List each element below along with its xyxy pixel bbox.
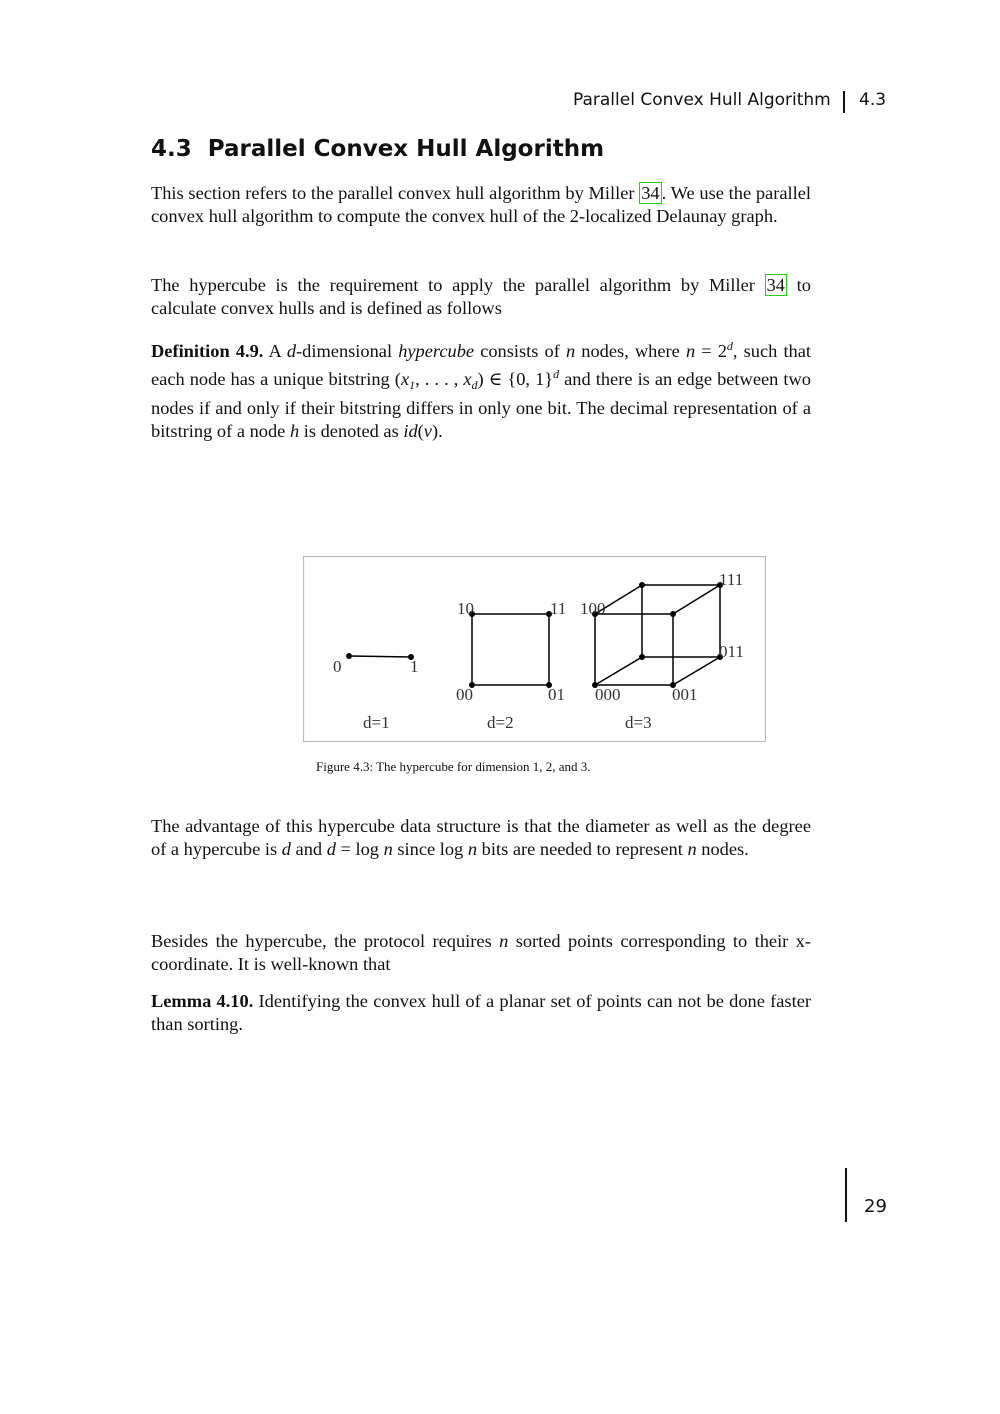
node-label: 111	[719, 570, 744, 589]
lemma-4-10: Lemma 4.10. Identifying the convex hull of a planar set of points can not be done faster than sorting.	[151, 991, 811, 1034]
d3-edge	[673, 657, 720, 685]
node-label: 00	[456, 685, 473, 704]
d3-caption: d=3	[625, 713, 652, 732]
footer-divider	[845, 1168, 847, 1222]
node-label: 100	[580, 599, 606, 618]
node-label: 1	[410, 657, 419, 676]
d3-front-face	[595, 614, 673, 685]
node-label: 000	[595, 685, 621, 704]
node-label: 001	[672, 685, 698, 704]
defined-term: hypercube	[398, 341, 475, 361]
d3-edge	[673, 585, 720, 614]
definition-4-9: Definition 4.9. A d-dimensional hypercube consists of n nodes, where $n = 2^d$, such that each node has a unique bitstring ($x_1$, . . . , $x_d$) ∈ {0, 1}$^d$ and there is an edge between two nodes if and only if their bitstring differs in only one bit. The decimal representation of a bitstring of a node h is denoted as id(v).	[151, 339, 812, 441]
citation-link[interactable]: 34	[766, 275, 785, 295]
node-label: 01	[548, 685, 565, 704]
d3-node	[639, 582, 645, 588]
d2-square	[472, 614, 549, 685]
node-label: 011	[719, 642, 744, 661]
sorting-paragraph: Besides the hypercube, the protocol requires n sorted points corresponding to their x-coordinate. It is well-known that	[151, 931, 812, 974]
running-header-title: Parallel Convex Hull Algorithm	[573, 90, 831, 110]
node-label: 0	[333, 657, 342, 676]
hypercube-figure	[303, 556, 766, 742]
d1-edge	[349, 656, 411, 657]
d3-node	[670, 611, 676, 617]
advantage-paragraph: The advantage of this hypercube data structure is that the diameter as well as the degree of a hypercube is d and d = log n since log n bits are needed to represent n nodes.	[151, 816, 811, 859]
running-header-section-number: 4.3	[859, 90, 887, 110]
lemma-label: Lemma 4.10.	[151, 991, 254, 1011]
citation-link[interactable]: 34	[641, 183, 660, 203]
node-label: 11	[550, 599, 567, 618]
d2-caption: d=2	[487, 713, 514, 732]
d1-node	[346, 653, 352, 659]
intro-paragraph: This section refers to the parallel convex hull algorithm by Miller 34 . We use the parallel convex hull algorithm to compute the convex hull of the 2-localized Delaunay graph.	[151, 183, 811, 226]
d1-caption: d=1	[363, 713, 390, 732]
hypercube-requirement-paragraph: The hypercube is the requirement to apply the parallel algorithm by Miller 34 to calculate convex hulls and is defined as follows	[151, 275, 811, 318]
definition-label: Definition 4.9.	[151, 341, 264, 361]
page-number: 29	[864, 1196, 887, 1217]
running-header	[570, 88, 890, 116]
figure-caption: Figure 4.3: The hypercube for dimension 1, 2, and 3.	[316, 759, 591, 774]
d3-edge	[595, 657, 642, 685]
section-number: 4.3	[151, 136, 192, 162]
section-title: Parallel Convex Hull Algorithm	[207, 136, 605, 162]
node-label: 10	[457, 599, 474, 618]
header-divider	[843, 91, 845, 113]
d3-back-face	[642, 585, 720, 657]
d3-node	[639, 654, 645, 660]
section-heading	[151, 136, 604, 162]
